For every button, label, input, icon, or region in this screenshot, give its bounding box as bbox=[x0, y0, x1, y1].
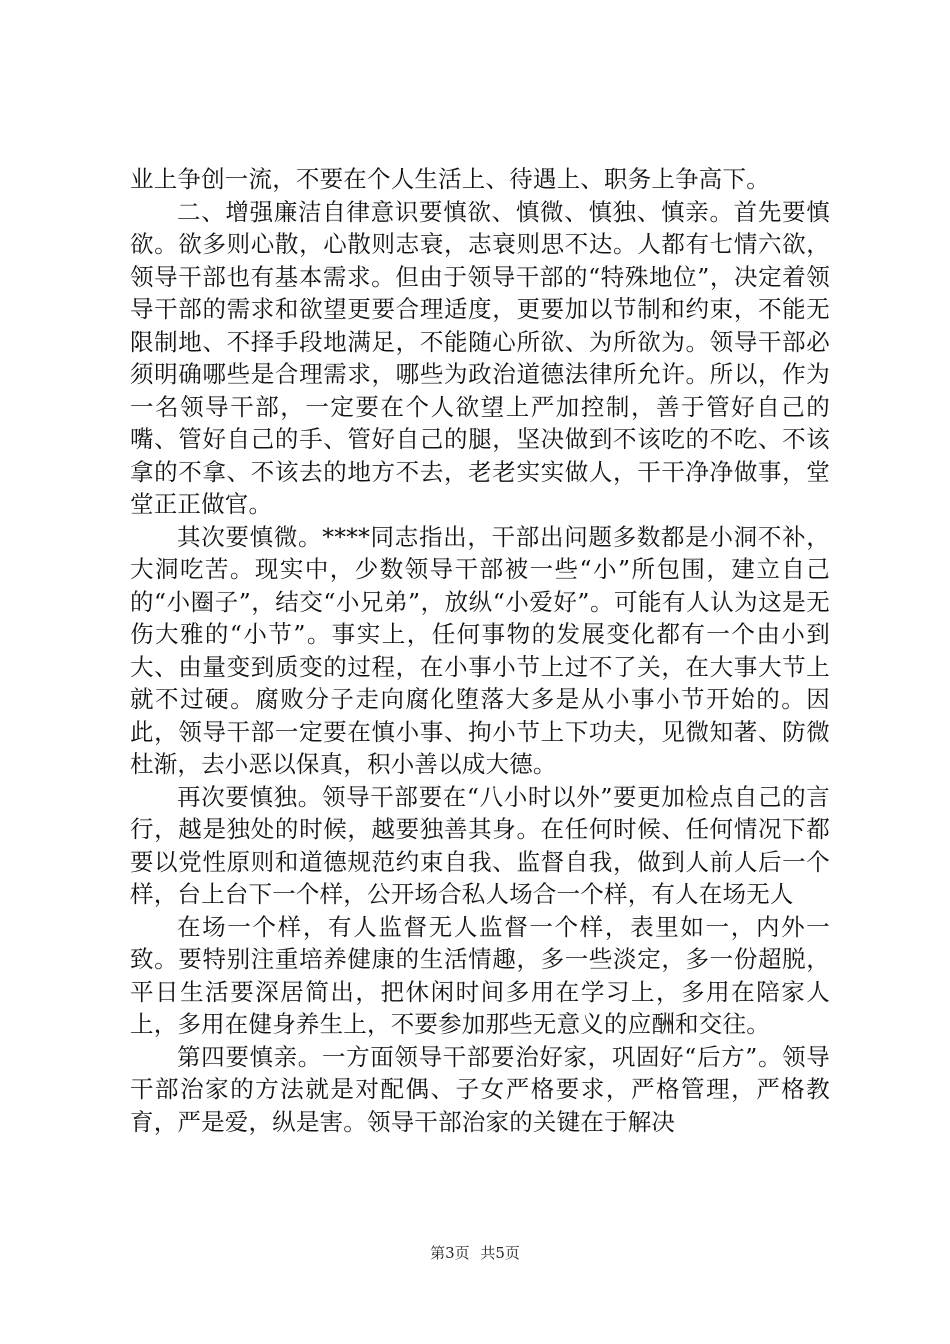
paragraph-3: 其次要慎微。****同志指出，干部出问题多数都是小洞不补，大洞吃苦。现实中，少数领导干部被一些“小”所包围，建立自己的“小圈子”，结交“小兄弟”，放纵“小爱好”。可能有人认为这是无伤大雅的“小节”。事实上，任何事物的发展变化都有一个由小到大、由量变到质变的过程，在小事小节上过不了关，在大事大节上就不过硬。腐败分子走向腐化堕落大多是从小事小节开始的。因此，领导干部一定要在慎小事、拘小节上下功夫，见微知著、防微杜渐，去小恶以保真，积小善以成大德。 bbox=[130, 522, 830, 778]
paragraph-5: 在场一个样，有人监督无人监督一个样，表里如一，内外一致。要特别注重培养健康的生活情趣，多一些淡定，多一份超脱，平日生活要深居简出，把休闲时间多用在学习上，多用在陪家人上，多用在健身养生上，不要参加那些无意义的应酬和交往。 bbox=[130, 912, 830, 1038]
paragraph-1: 业上争创一流，不要在个人生活上、待遇上、职务上争高下。 bbox=[130, 165, 770, 193]
document-body bbox=[130, 163, 830, 1138]
paragraph-2: 二、增强廉洁自律意识要慎欲、慎微、慎独、慎亲。首先要慎欲。欲多则心散，心散则志衰，志衰则思不达。人都有七情六欲，领导干部也有基本需求。但由于领导干部的“特殊地位”，决定着领导干部的需求和欲望更要合理适度，更要加以节制和约束，不能无限制地、不择手段地满足，不能随心所欲、为所欲为。领导干部必须明确哪些是合理需求，哪些为政治道德法律所允许。所以，作为一名领导干部，一定要在个人欲望上严加控制，善于管好自己的嘴、管好自己的手、管好自己的腿，坚决做到不该吃的不吃、不该拿的不拿、不该去的地方不去，老老实实做人，干干净净做事，堂堂正正做官。 bbox=[130, 197, 830, 518]
paragraph-6: 第四要慎亲。一方面领导干部要治好家，巩固好“后方”。领导干部治家的方法就是对配偶、子女严格要求，严格管理，严格教育，严是爱，纵是害。领导干部治家的关键在于解决 bbox=[130, 1042, 830, 1136]
page-footer bbox=[0, 1242, 950, 1263]
page-number: 第3页 bbox=[430, 1244, 470, 1262]
paragraph-4: 再次要慎独。领导干部要在“八小时以外”要更加检点自己的言行，越是独处的时候，越要独善其身。在任何时候、任何情况下都要以党性原则和道德规范约束自我、监督自我，做到人前人后一个样，台上台下一个样，公开场合私人场合一个样，有人在场无人 bbox=[130, 782, 830, 908]
page-total: 共5页 bbox=[480, 1244, 520, 1262]
